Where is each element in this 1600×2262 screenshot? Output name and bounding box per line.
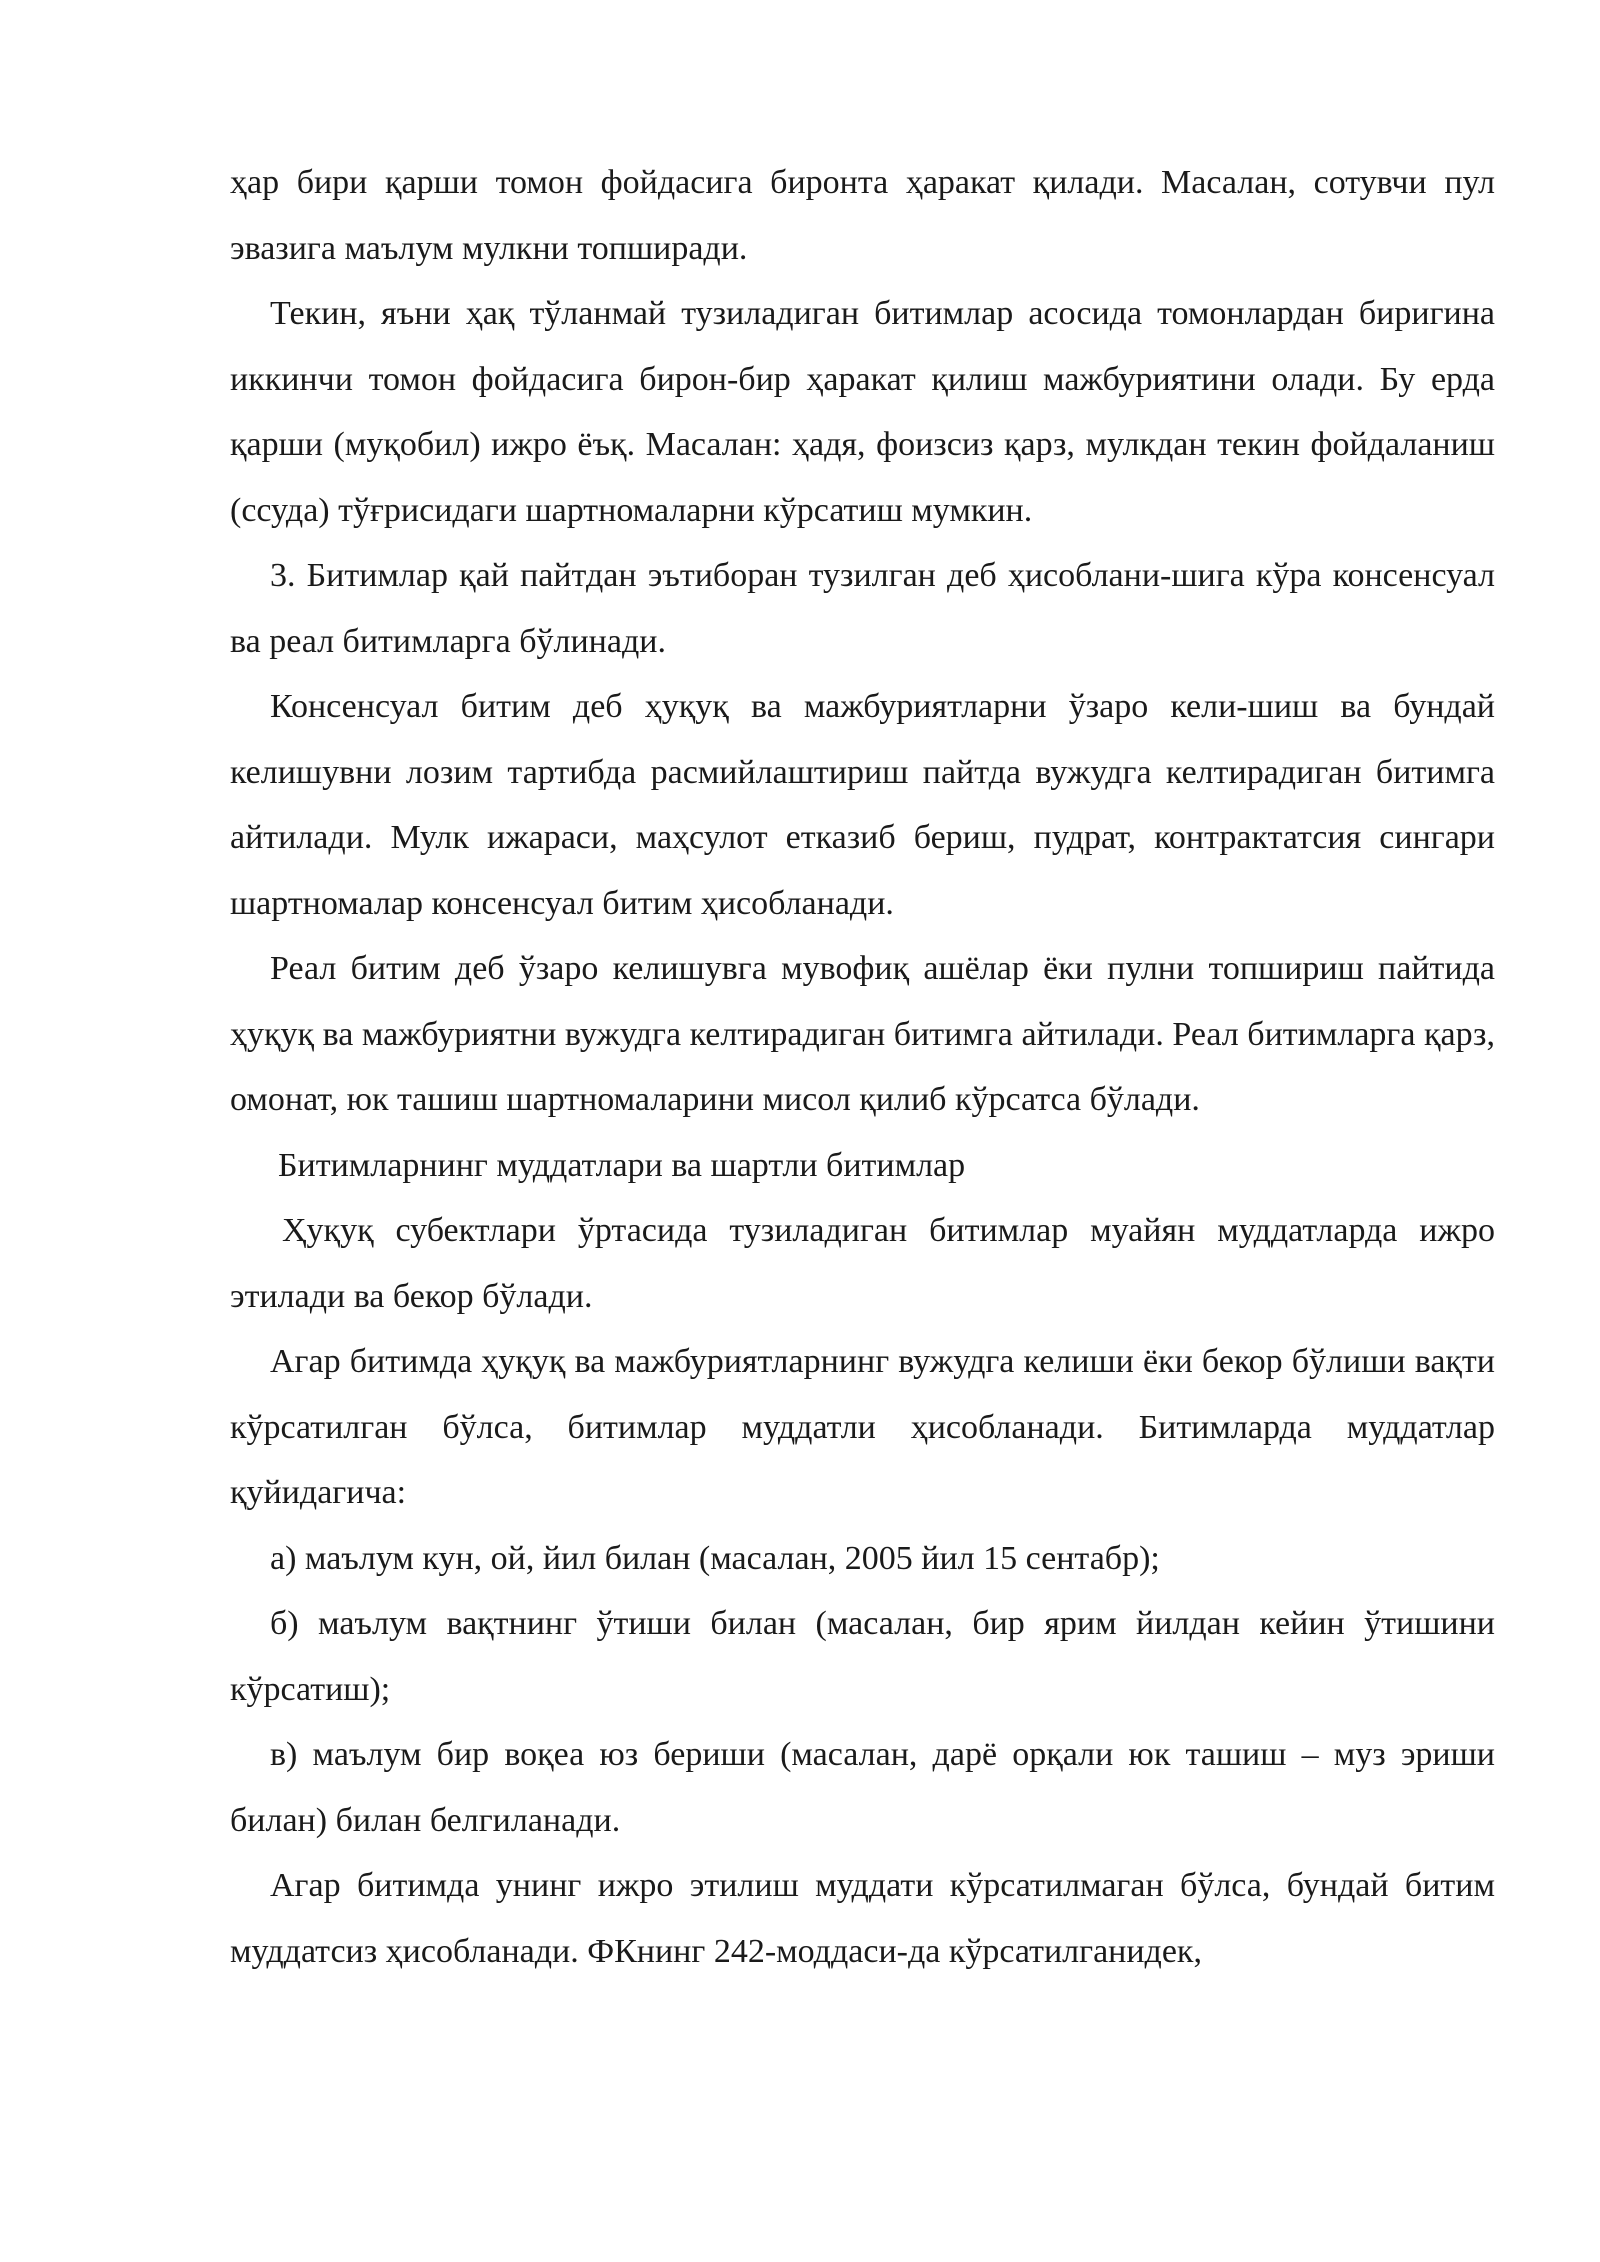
section-heading: Битимларнинг муддатлари ва шартли битимлар <box>278 1146 966 1184</box>
document-body <box>230 150 1495 1984</box>
paragraph-gratuitous-deals: Текин, яъни ҳақ тўланмай тузиладиган битимлар асосида томонлардан биригина иккинчи томон фойдасига бирон-бир ҳаракат қилиш мажбуриятини олади. Бу ерда қарши (муқобил) ижро ёъқ. Масалан: ҳадя, фоизсиз қарз, мулкдан текин фойдаланиш (ссуда) тўғрисидаги шартномаларни кўрсатиш мумкин. <box>230 295 1495 529</box>
paragraph-term-deals: Агар битимда ҳуқуқ ва мажбуриятларнинг вужудга келиши ёки бекор бўлиши вақти кўрсатилган бўлса, битимлар муддатли ҳисобланади. Битимларда муддатлар қуйидагича: <box>230 1343 1495 1511</box>
paragraph-classification-3: 3. Битимлар қай пайтдан эътиборан тузилган деб ҳисоблани-шига кўра консенсуал ва реал битимларга бўлинади. <box>230 557 1495 660</box>
paragraph-termless-deal: Агар битимда унинг ижро этилиш муддати кўрсатилмаган бўлса, бундай битим муддатсиз ҳисобланади. ФКнинг 242-моддаси-да кўрсатилганидек, <box>230 1867 1495 1970</box>
list-item-b: б) маълум вақтнинг ўтиши билан (масалан, бир ярим йилдан кейин ўтишини кўрсатиш); <box>230 1605 1495 1708</box>
list-item-v: в) маълум бир воқеа юз бериши (масалан, дарё орқали юк ташиш – муз эриши билан) билан белгиланади. <box>230 1736 1495 1839</box>
paragraph-consensual-deal: Консенсуал битим деб ҳуқуқ ва мажбуриятларни ўзаро кели-шиш ва бундай келишувни лозим тартибда расмийлаштириш пайтда вужудга келтирадиган битимга айтилади. Мулк ижараси, маҳсулот етказиб бериш, пудрат, контрактатсия сингари шартномалар консенсуал битим ҳисобланади. <box>230 688 1495 922</box>
list-item-a: а) маълум кун, ой, йил билан (масалан, 2005 йил 15 сентабр); <box>270 1539 1160 1577</box>
paragraph-terms-intro: Ҳуқуқ субектлари ўртасида тузиладиган битимлар муайян муддатларда ижро этилади ва бекор бўлади. <box>230 1212 1495 1315</box>
paragraph-continuation: ҳар бири қарши томон фойдасига бирoнта ҳаракат қилади. Масалан, сотувчи пул эвазига маълум мулкни топширади. <box>230 164 1495 267</box>
paragraph-real-deal: Реал битим деб ўзаро келишувга мувофиқ ашёлар ёки пулни топшириш пайтида ҳуқуқ ва мажбуриятни вужудга келтирадиган битимга айтилади. Реал битимларга қарз, омонат, юк ташиш шартномаларини мисол қилиб кўрсатса бўлади. <box>230 950 1495 1118</box>
